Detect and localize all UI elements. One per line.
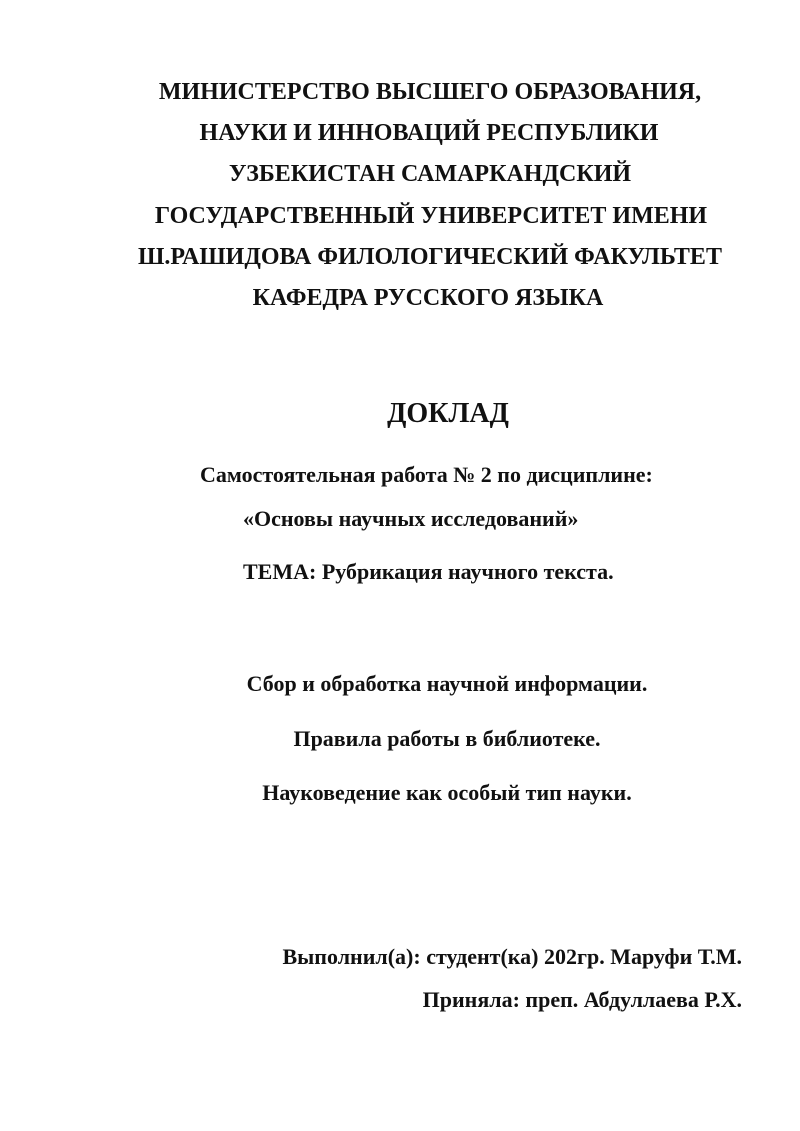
discipline-name: «Основы научных исследований» <box>243 506 579 531</box>
topic-item: Сбор и обработка научной информации. <box>246 671 648 696</box>
theme-line: ТЕМА: Рубрикация научного текста. <box>243 559 614 584</box>
header-line: КАФЕДРА РУССКОГО ЯЗЫКА <box>252 285 604 311</box>
header-line: УЗБЕКИСТАН САМАРКАНДСКИЙ <box>228 161 632 187</box>
document-title: ДОКЛАД <box>387 398 509 429</box>
header-line: ГОСУДАРСТВЕННЫЙ УНИВЕРСИТЕТ ИМЕНИ <box>154 203 708 229</box>
header-line: МИНИСТЕРСТВО ВЫСШЕГО ОБРАЗОВАНИЯ, <box>158 79 702 105</box>
work-number: Самостоятельная работа № 2 по дисциплине: <box>200 462 653 487</box>
accepted-by: Приняла: преп. Абдуллаева Р.Х. <box>422 987 742 1012</box>
topic-item: Правила работы в библиотеке. <box>293 726 601 751</box>
header-line: НАУКИ И ИННОВАЦИЙ РЕСПУБЛИКИ <box>199 120 659 146</box>
topic-item: Науковедение как особый тип науки. <box>262 780 632 805</box>
header-line: Ш.РАШИДОВА ФИЛОЛОГИЧЕСКИЙ ФАКУЛЬТЕТ <box>138 244 722 270</box>
performed-by: Выполнил(а): студент(ка) 202гр. Маруфи Т.М. <box>282 944 742 969</box>
